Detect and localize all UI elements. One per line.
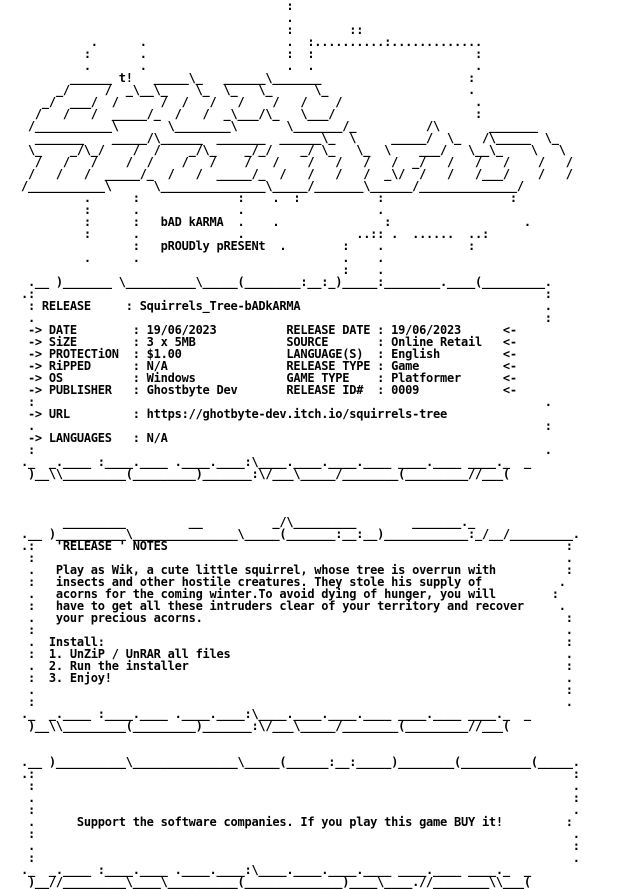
nfo-ascii-text: : . : :: . . . :..........:............. : . : : : . . . . . ______ t! _____\_ ______\_______ : _/ / _\__\_ \_ \_ \_ \_ . _/ ___/ / / / / / / / / . / / / _____/_ / / _\___/\_ \___/ : /___________\ \________\ \_______/_ /\ _______ _______ _____/\______ _______ ______\_ \ _____/ \_ /\_____ \_ \_ _/\_/ / / _/\_ _/_/ _/ \_ \_ \ ___/ \__\_ \ \ / / / / / / / / / / / / / _/ / / / / / / / / _____/_ / / _____/_ / / / / _\/ / / /___/ / / /___________\ \_______________\_____/_______\______/______________/ . : : . : : : : . . . : : bAD kARMA . . : . : . . ..:: . ...... ..: : pROUDly pRESENt . : . : . . . . : . .__ )_______ \__________\_____(________:__:_)_____:________.____(_________. .: : : RELEASE : Squirrels_Tree-bADkARMA . . : -> DATE : 19/06/2023 RELEASE DATE : 19/06/2023 <- -> SiZE : 3 x 5MB SOURCE : Online Retail <- -> PROTECTiON : $1.00 LANGUAGE(S) : English <- -> RiPPED : N/A RELEASE TYPE : Game <- -> OS : Windows GAME TYPE : Platformer <- -> PUBLISHER : Ghostbyte Dev RELEASE ID# : 0009 <- : . -> URL : https://ghotbyte-dev.itch.io/squirrels-tree . : -> LANGUAGES : N/A : . ._ _.____ :____.____ .____.____:\____.____.____.____ ____.____ ____._ _ )__\\_________(_________)_______:\/___\_____/________(_________//___( _________ __ _/\_________ _______._ .__ )__________\_______________\_____(_______:__:__)____________:_/__/_________. .: 'RELEASE ' NOTES : : . . Play as Wik, a cute little squirrel, whose tree is overrun with : : insects and other hostile creatures. They stole his supply of . . acorns for the coming winter.To avoid dying of hunger, you will : : have to get all these intruders clear of your territory and recover . . your precious acorns. : : . . Install: : : 1. UnZiP / UnRAR all files . . 2. Run the installer : : 3. Enjoy! . . : : . ._ _.____ :____.____ .____.____:\____.____.____.____ ____.____ ____._ _ )__\\_________(_________)_______:\/___\_____/________(_________//___( .__ )__________\_______________\_____(______:__:_____)________(__________(_____. .: : : . . : : . . Support the software companies. If you play this game BUY it! : : . . : : . ._ _.____ :____.____ .____.____:\____.____.____.____ ____.____ ____._ _ )__//_________\____\__________(______________)____\____.//________\\___( — [20, 0, 580, 889]
